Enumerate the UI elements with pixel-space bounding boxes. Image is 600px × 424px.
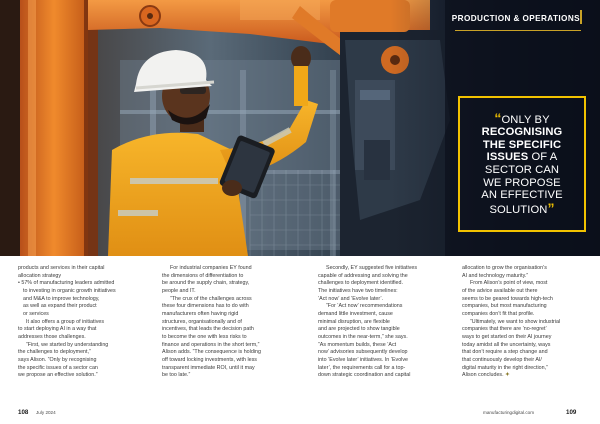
body-line: AI and technology maturity.” bbox=[462, 272, 529, 279]
body-line: challenges to deployment identified. bbox=[318, 280, 403, 287]
body-line: today amidst all the uncertainty, ways bbox=[462, 341, 551, 348]
header-tick-mark bbox=[580, 10, 582, 24]
body-line: “As momentum builds, these ‘Act bbox=[318, 341, 397, 348]
body-line: manufacturers often having rigid bbox=[162, 310, 239, 317]
diamond-star-icon: ✦ bbox=[505, 372, 510, 379]
bullet-line: and M&A to improve technology, bbox=[23, 295, 100, 302]
body-line: products and services in their capital bbox=[18, 265, 105, 271]
bullet-line: • 57% of manufacturing leaders admitted bbox=[18, 280, 115, 287]
pull-quote-text: OF A bbox=[528, 151, 558, 164]
body-column-3 bbox=[318, 265, 446, 380]
body-line: outcomes in the near-term,” she says. bbox=[318, 333, 408, 340]
body-line: digital maturity in the right direction,” bbox=[462, 364, 548, 371]
body-line: companies don’t fit that profile. bbox=[462, 310, 535, 317]
body-line: be around the supply chain, strategy, bbox=[162, 280, 250, 287]
body-line: we propose an effective solution.” bbox=[18, 372, 98, 379]
body-line: ‘Act now’ and ‘Evolve later’. bbox=[318, 295, 384, 302]
bullet-line: to investing in organic growth initiatives bbox=[23, 287, 116, 294]
body-line: into ‘Evolve later’ initiatives. In ‘Evolve bbox=[318, 356, 408, 363]
body-line: minimal disruption, are flexible bbox=[318, 318, 390, 325]
body-line: “The crux of the challenges across bbox=[170, 295, 252, 302]
open-quote-mark: “ bbox=[494, 109, 502, 126]
pull-quote-text: SECTOR CAN bbox=[484, 164, 560, 176]
right-page-number: 109 bbox=[566, 409, 577, 416]
pull-quote bbox=[466, 109, 578, 217]
pull-quote-emphasis: THE SPECIFIC bbox=[482, 138, 562, 151]
body-line: Secondly, EY suggested five initiatives bbox=[326, 265, 417, 271]
body-line: that continuously develop their AI/ bbox=[462, 356, 542, 363]
body-line: “Ultimately, we want to show industrial bbox=[470, 318, 561, 325]
body-line: structures, organisationally and of bbox=[162, 318, 242, 325]
body-line: be too late.” bbox=[162, 372, 191, 379]
body-line: and are projected to show tangible bbox=[318, 326, 400, 333]
body-line: now’ advisories subsequently develop bbox=[318, 349, 408, 356]
body-line: incentives, that leads the decision path bbox=[162, 326, 254, 333]
pull-quote-box bbox=[458, 96, 586, 232]
body-line: From Alison’s point of view, most bbox=[470, 280, 548, 287]
body-line: ways to get started on their AI journey bbox=[462, 333, 552, 340]
header-rule bbox=[455, 30, 581, 31]
section-label: PRODUCTION & OPERATIONS bbox=[451, 14, 580, 23]
body-line: The initiatives have two timelines: bbox=[318, 287, 398, 294]
pull-quote-emphasis: RECOGNISING bbox=[481, 126, 563, 139]
body-line: “For ‘Act now’ recommendations bbox=[326, 303, 403, 310]
body-line: later’, the requirements call for a top- bbox=[318, 364, 406, 371]
pull-quote-text: WE PROPOSE bbox=[483, 176, 561, 189]
body-line: demand little investment, cause bbox=[318, 310, 393, 317]
body-line: capable of addressing and solving the bbox=[318, 272, 408, 279]
body-line: For industrial companies EY found bbox=[170, 265, 252, 271]
body-line: finance and operations in the short term,” bbox=[162, 341, 260, 348]
pull-quote-emphasis: ISSUES bbox=[486, 151, 529, 164]
pull-quote-text: AN EFFECTIVE bbox=[481, 189, 563, 202]
body-line: says Alison. “Only by recognising bbox=[18, 356, 97, 363]
bullet-line: or services bbox=[23, 310, 49, 317]
body-line: It also offers a group of initiatives bbox=[26, 318, 105, 325]
body-line: companies, but most manufacturing bbox=[462, 303, 547, 310]
site-url: manufacturingdigital.com bbox=[483, 410, 535, 415]
body-column-2 bbox=[162, 265, 290, 380]
body-line: companies that there are ‘no-regret’ bbox=[462, 326, 547, 333]
pull-quote-text: SOLUTION bbox=[489, 203, 548, 216]
body-line: the challenges to deployment,” bbox=[18, 349, 91, 356]
body-column-4 bbox=[462, 265, 590, 380]
body-line: that don’t require a step change and bbox=[462, 349, 548, 356]
body-line: allocation to grow the organisation’s bbox=[462, 265, 547, 271]
body-line: allocation strategy bbox=[18, 272, 62, 279]
left-page-number: 108 bbox=[18, 409, 29, 416]
body-line: down strategic coordination and capital bbox=[318, 372, 411, 379]
body-line: transparent immediate ROI, until it may bbox=[162, 364, 255, 371]
body-line: of the advice available out there bbox=[462, 287, 538, 294]
body-line: to start deploying AI in a way that bbox=[18, 326, 97, 333]
close-quote-mark: ” bbox=[547, 199, 555, 216]
body-line: people and IT. bbox=[162, 287, 196, 294]
body-line: to become the one with less risks to bbox=[162, 333, 247, 340]
body-line: Alison adds. “The consequence is holding bbox=[162, 349, 261, 356]
issue-date: July 2024 bbox=[36, 410, 56, 415]
bullet-line: as well as expand their product bbox=[23, 303, 97, 310]
pull-quote-text: ONLY BY bbox=[501, 113, 550, 126]
body-line: the specific issues of a sector can bbox=[18, 364, 98, 371]
body-line: off toward locking investments, with less bbox=[162, 356, 257, 363]
body-line: these four dimensions has to do with bbox=[162, 303, 249, 310]
body-line: addresses those challenges. bbox=[18, 333, 86, 340]
body-line: seems to be geared towards high-tech bbox=[462, 295, 553, 302]
body-line: “First, we started by understanding bbox=[26, 341, 109, 348]
body-column-1 bbox=[18, 265, 146, 380]
body-line: the dimensions of differentiation to bbox=[162, 272, 244, 279]
body-line: Alison concludes. bbox=[462, 372, 504, 379]
